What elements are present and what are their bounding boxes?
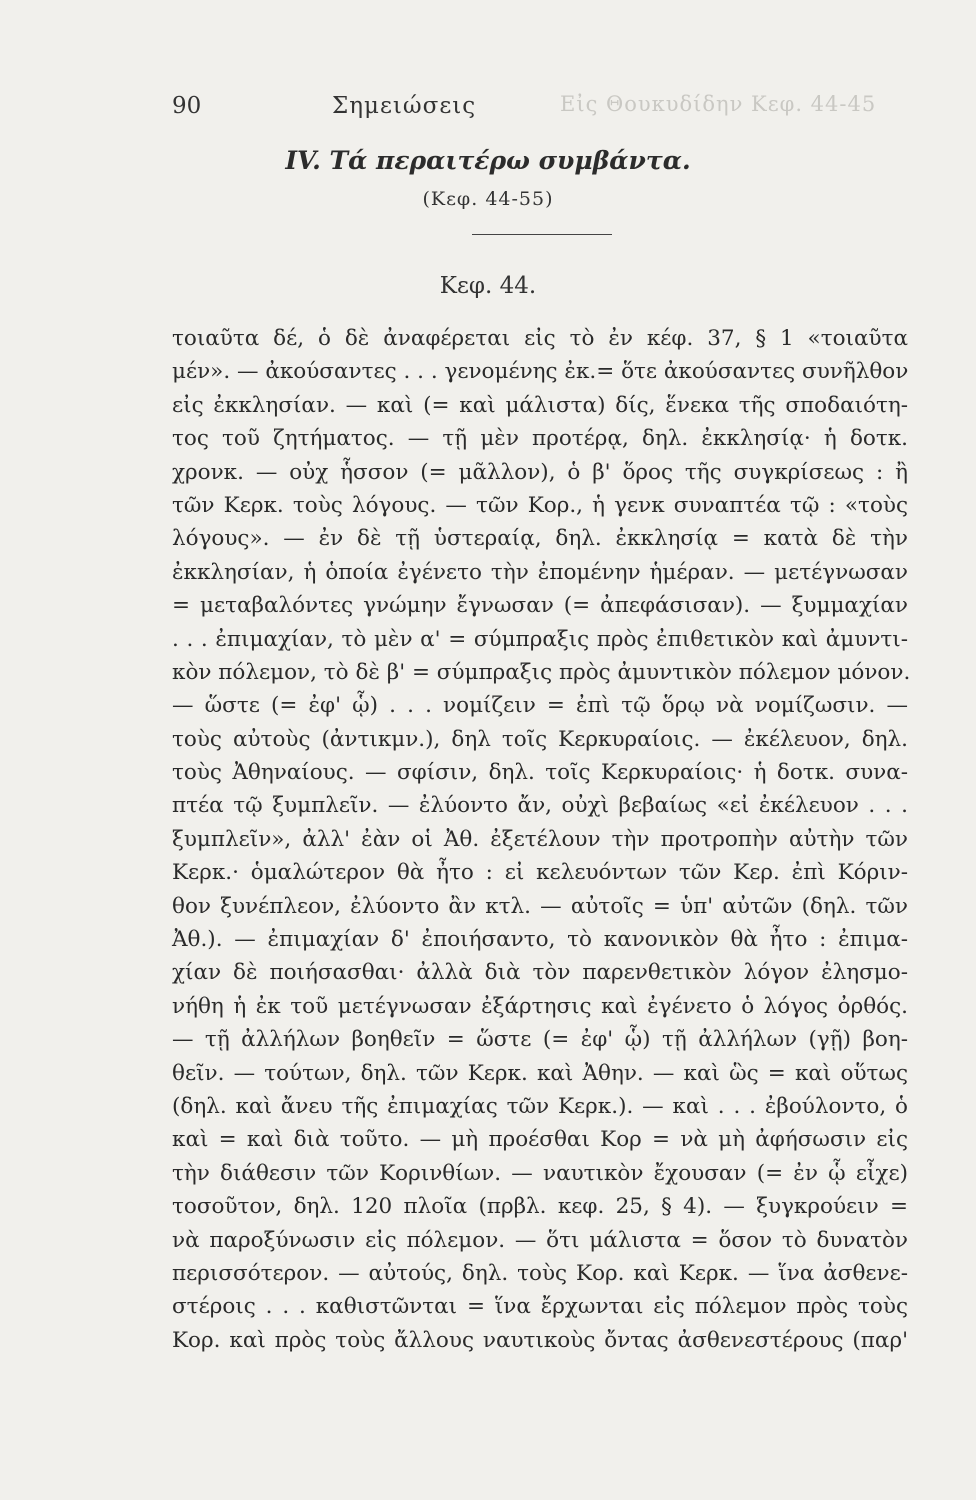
- text-line: — τῇ ἀλλήλων βοηθεῖν = ὥστε (= ἐφ' ᾧ) τῇ ἀλλήλων (γῇ) βοη-: [172, 1027, 908, 1053]
- text-line: καὶ = καὶ διὰ τοῦτο. — μὴ προέσθαι Κορ = νὰ μὴ ἀφήσωσιν εἰς: [172, 1127, 908, 1153]
- text-line: περισσότερον. — αὐτούς, δηλ. τοὺς Κορ. καὶ Κερκ. — ἵνα ἀσθενε-: [172, 1260, 908, 1286]
- text-line: τοιαῦτα δέ, ὁ δὲ ἀναφέρεται εἰς τὸ ἐν κέφ. 37, § 1 «τοιαῦτα: [172, 326, 908, 351]
- commentary-text: [172, 322, 911, 1357]
- section-range: (Κεφ. 44-55): [422, 188, 554, 210]
- text-line: λόγους». — ἐν δὲ τῇ ὑστεραίᾳ, δηλ. ἐκκλησίᾳ = κατὰ δὲ τὴν: [172, 526, 908, 552]
- text-line: (δηλ. καὶ ἄνευ τῆς ἐπιμαχίας τῶν Κερκ.). — καὶ . . . ἐβούλοντο, ὁ: [172, 1093, 908, 1119]
- text-line: ξυμπλεῖν», ἀλλ' ἐὰν οἱ Ἀθ. ἐξετέλουν τὴν προτροπὴν αὐτὴν τῶν: [172, 826, 908, 852]
- text-line: τὴν διάθεσιν τῶν Κορινθίων. — ναυτικὸν ἔχουσαν (= ἐν ᾧ εἶχε): [172, 1160, 908, 1186]
- text-line: πτέα τῷ ξυμπλεῖν. — ἐλύοντο ἄν, οὐχὶ βεβαίως «εἰ ἐκέλευον . . .: [172, 793, 908, 819]
- text-line: χρονκ. — οὐχ ἧσσον (= μᾶλλον), ὁ β' ὅρος τῆς συγκρίσεως : ἢ: [172, 459, 908, 485]
- text-line: χίαν δὲ ποιήσασθαι· ἀλλὰ διὰ τὸν παρενθετικὸν λόγον ἐλησμο-: [172, 960, 908, 986]
- text-line: θεῖν. — τούτων, δηλ. τῶν Κερκ. καὶ Ἀθην. — καὶ ὣς = καὶ οὕτως: [172, 1060, 908, 1086]
- running-head: Σημειώσεις: [332, 93, 477, 119]
- text-line: τοὺς αὐτοὺς (ἀντικμν.), δηλ τοῖς Κερκυραίοις. — ἐκέλευον, δηλ.: [172, 726, 908, 752]
- text-line: = μεταβαλόντες γνώμην ἔγνωσαν (= ἀπεφάσισαν). — ξυμμαχίαν: [172, 593, 908, 619]
- section-title: IV. Τά περαιτέρω συμβάντα.: [285, 146, 691, 175]
- text-line: — ὥστε (= ἐφ' ᾧ) . . . νομίζειν = ἐπὶ τῷ ὅρῳ νὰ νομίζωσιν. —: [172, 693, 908, 719]
- text-line: ἐκκλησίαν, ἡ ὁποία ἐγένετο τὴν ἐπομένην ἡμέραν. — μετέγνωσαν: [172, 559, 908, 585]
- text-line: Κορ. καὶ πρὸς τοὺς ἄλλους ναυτικοὺς ὄντας ἀσθενεστέρους (παρ': [172, 1327, 908, 1353]
- text-line: μέν». — ἀκούσαντες . . . γενομένης ἐκ.= ὅτε ἀκούσαντες συνῆλθον: [172, 359, 909, 385]
- text-line: Ἀθ.). — ἐπιμαχίαν δ' ἐποιήσαντο, τὸ κανονικὸν θὰ ἦτο : ἐπιμα-: [172, 927, 908, 953]
- text-line: τῶν Κερκ. τοὺς λόγους. — τῶν Κορ., ἡ γενκ συναπτέα τῷ : «τοὺς: [172, 492, 908, 518]
- text-line: Κερκ.· ὁμαλώτερον θὰ ἦτο : εἰ κελευόντων τῶν Κερ. ἐπὶ Κόριν-: [172, 860, 908, 886]
- text-line: θον ξυνέπλεον, ἐλύοντο ἂν κτλ. — αὐτοῖς = ὑπ' αὐτῶν (δηλ. τῶν: [172, 893, 908, 919]
- text-line: τοὺς Ἀθηναίους. — σφίσιν, δηλ. τοῖς Κερκυραίοις· ἡ δοτκ. συνα-: [172, 760, 908, 786]
- text-line: νὰ παροξύνωσιν εἰς πόλεμον. — ὅτι μάλιστα = ὅσον τὸ δυνατὸν: [172, 1227, 908, 1253]
- page-number: 90: [172, 93, 202, 119]
- text-line: νήθη ἡ ἐκ τοῦ μετέγνωσαν ἐξάρτησις καὶ ἐγένετο ὁ λόγος ὀρθός.: [172, 993, 908, 1019]
- bleed-through-text: Εἰς Θουκυδίδην Κεφ. 44-45: [560, 92, 877, 116]
- text-line: στέροις . . . καθιστῶνται = ἵνα ἔρχωνται εἰς πόλεμον πρὸς τοὺς: [172, 1294, 908, 1320]
- section-divider: [472, 234, 612, 235]
- text-line: τοσοῦτον, δηλ. 120 πλοῖα (πρβλ. κεφ. 25, § 4). — ξυγκρούειν =: [172, 1194, 908, 1220]
- chapter-heading: Κεφ. 44.: [439, 273, 537, 299]
- text-line: τος τοῦ ζητήματος. — τῇ μὲν προτέρᾳ, δηλ. ἐκκλησίᾳ· ἡ δοτκ.: [172, 426, 908, 452]
- text-line: . . . ἐπιμαχίαν, τὸ μὲν α' = σύμπραξις πρὸς ἐπιθετικὸν καὶ ἀμυντι-: [172, 626, 908, 652]
- text-line: εἰς ἐκκλησίαν. — καὶ (= καὶ μάλιστα) δίς, ἕνεκα τῆς σποδαιότη-: [172, 392, 908, 418]
- text-line: κὸν πόλεμον, τὸ δὲ β' = σύμπραξις πρὸς ἀμυντικὸν πόλεμον μόνον.: [172, 659, 911, 685]
